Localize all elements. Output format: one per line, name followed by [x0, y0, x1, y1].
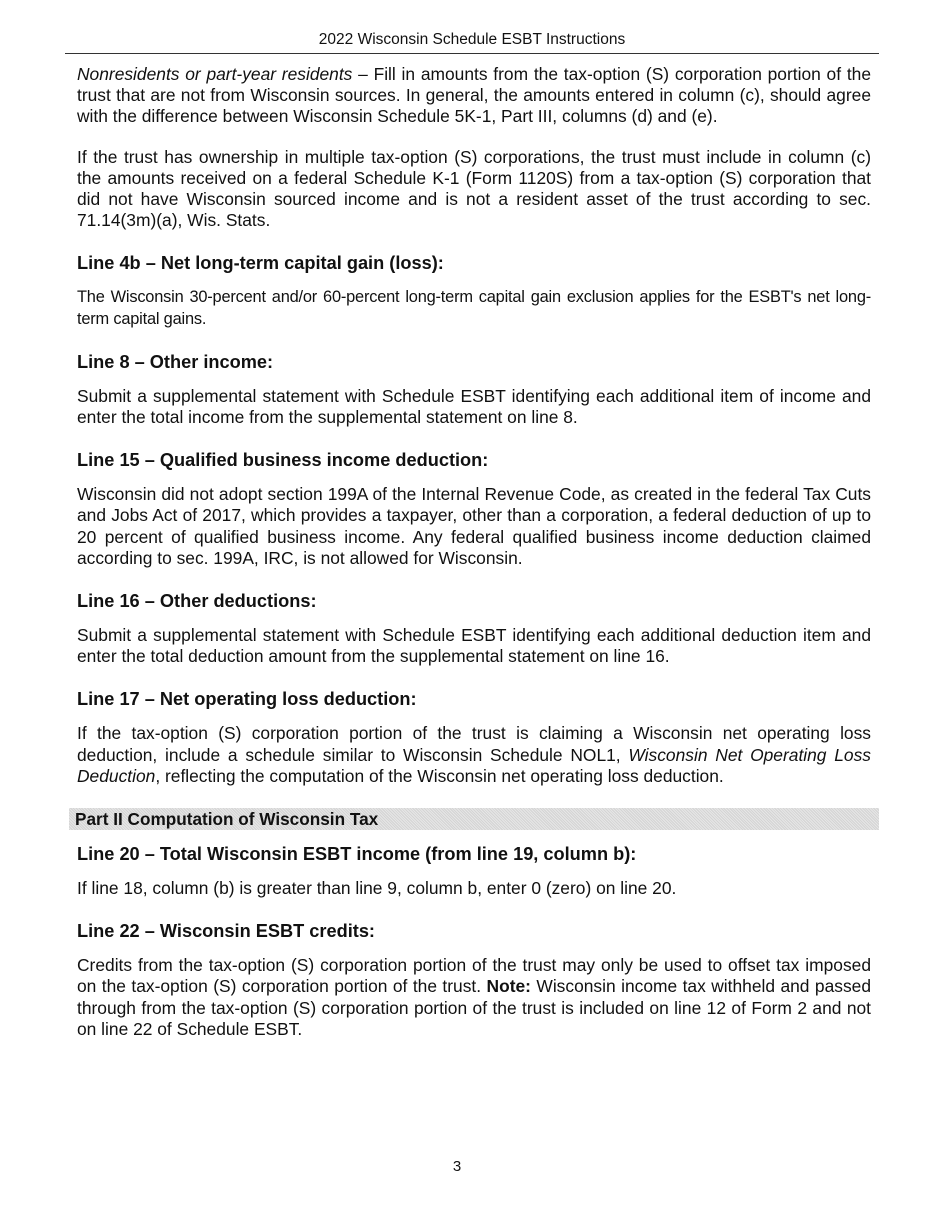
part2-section-bar: [69, 808, 879, 830]
multiple-corporations-paragraph: If the trust has ownership in multiple tax-option (S) corporations, the trust must include in column (c) the amounts received on a federal Schedule K-1 (Form 1120S) from a tax-option (S) corporation that did not have Wisconsin sourced income and is not a resident asset of the trust according to sec. 71.14(3m)(a), Wis. Stats.: [77, 146, 871, 231]
line22-heading: Line 22 – Wisconsin ESBT credits:: [77, 921, 375, 942]
line20-heading: Line 20 – Total Wisconsin ESBT income (from line 19, column b):: [77, 844, 637, 865]
line8-paragraph: Submit a supplemental statement with Schedule ESBT identifying each additional item of income and enter the total income from the supplemental statement on line 8.: [77, 385, 871, 428]
page-header: [65, 30, 879, 54]
line4b-heading: Line 4b – Net long-term capital gain (loss):: [77, 253, 444, 274]
line16-paragraph: Submit a supplemental statement with Schedule ESBT identifying each additional deduction item and enter the total deduction amount from the supplemental statement on line 16.: [77, 625, 871, 667]
line8-heading: Line 8 – Other income:: [77, 351, 274, 372]
page-number: 3: [452, 1158, 462, 1175]
line20-paragraph: If line 18, column (b) is greater than line 9, column b, enter 0 (zero) on line 20.: [77, 878, 677, 899]
line22-paragraph: [77, 955, 871, 1040]
nonresidents-text: – Fill in amounts from the tax-option (S) corporation portion of the trust that are not from Wisconsin sources. In general, the amounts entered in column (c), should agree with the difference between Wisconsin Schedule 5K-1, Part III, columns (d) and (e).: [77, 64, 871, 127]
page-footer: [0, 1157, 914, 1177]
line22-note-label: Note:: [486, 976, 531, 997]
line17-heading: Line 17 – Net operating loss deduction:: [77, 689, 417, 710]
line15-heading: Line 15 – Qualified business income deduction:: [77, 450, 489, 471]
line4b-paragraph: The Wisconsin 30-percent and/or 60-percent long-term capital gain exclusion applies for the ESBT's net long-term capital gains.: [77, 288, 871, 328]
nonresidents-lead: Nonresidents or part-year residents: [77, 64, 353, 84]
part2-title: Part II Computation of Wisconsin Tax: [75, 809, 379, 830]
line22-text-after: Wisconsin income tax withheld and passed through from the tax-option (S) corporation portion of the trust is included on line 12 of Form 2 and not on line 22 of Schedule ESBT.: [77, 976, 871, 1039]
line15-paragraph: Wisconsin did not adopt section 199A of the Internal Revenue Code, as created in the federal Tax Cuts and Jobs Act of 2017, which provides a taxpayer, other than a corporation, a federal deduction of up to 20 percent of qualified business income. Any federal qualified business income deduction claimed according to sec. 199A, IRC, is not allowed for Wisconsin.: [77, 484, 871, 568]
line22-text-before: Credits from the tax-option (S) corporation portion of the trust may only be used to offset tax imposed on the tax-option (S) corporation portion of the trust.: [77, 955, 871, 997]
header-title: 2022 Wisconsin Schedule ESBT Instructions: [318, 31, 626, 48]
line16-heading: Line 16 – Other deductions:: [77, 591, 317, 612]
line17-text-before: If the tax-option (S) corporation portion of the trust is claiming a Wisconsin net operating loss deduction, include a schedule similar to Wisconsin Schedule NOL1,: [77, 723, 871, 765]
line17-paragraph: [77, 723, 871, 787]
nonresidents-paragraph: [77, 64, 871, 128]
line17-form-title: Wisconsin Net Operating Loss Deduction: [77, 744, 871, 786]
document-body: [77, 64, 871, 1040]
line17-text-after: , reflecting the computation of the Wisconsin net operating loss deduction.: [155, 765, 724, 786]
